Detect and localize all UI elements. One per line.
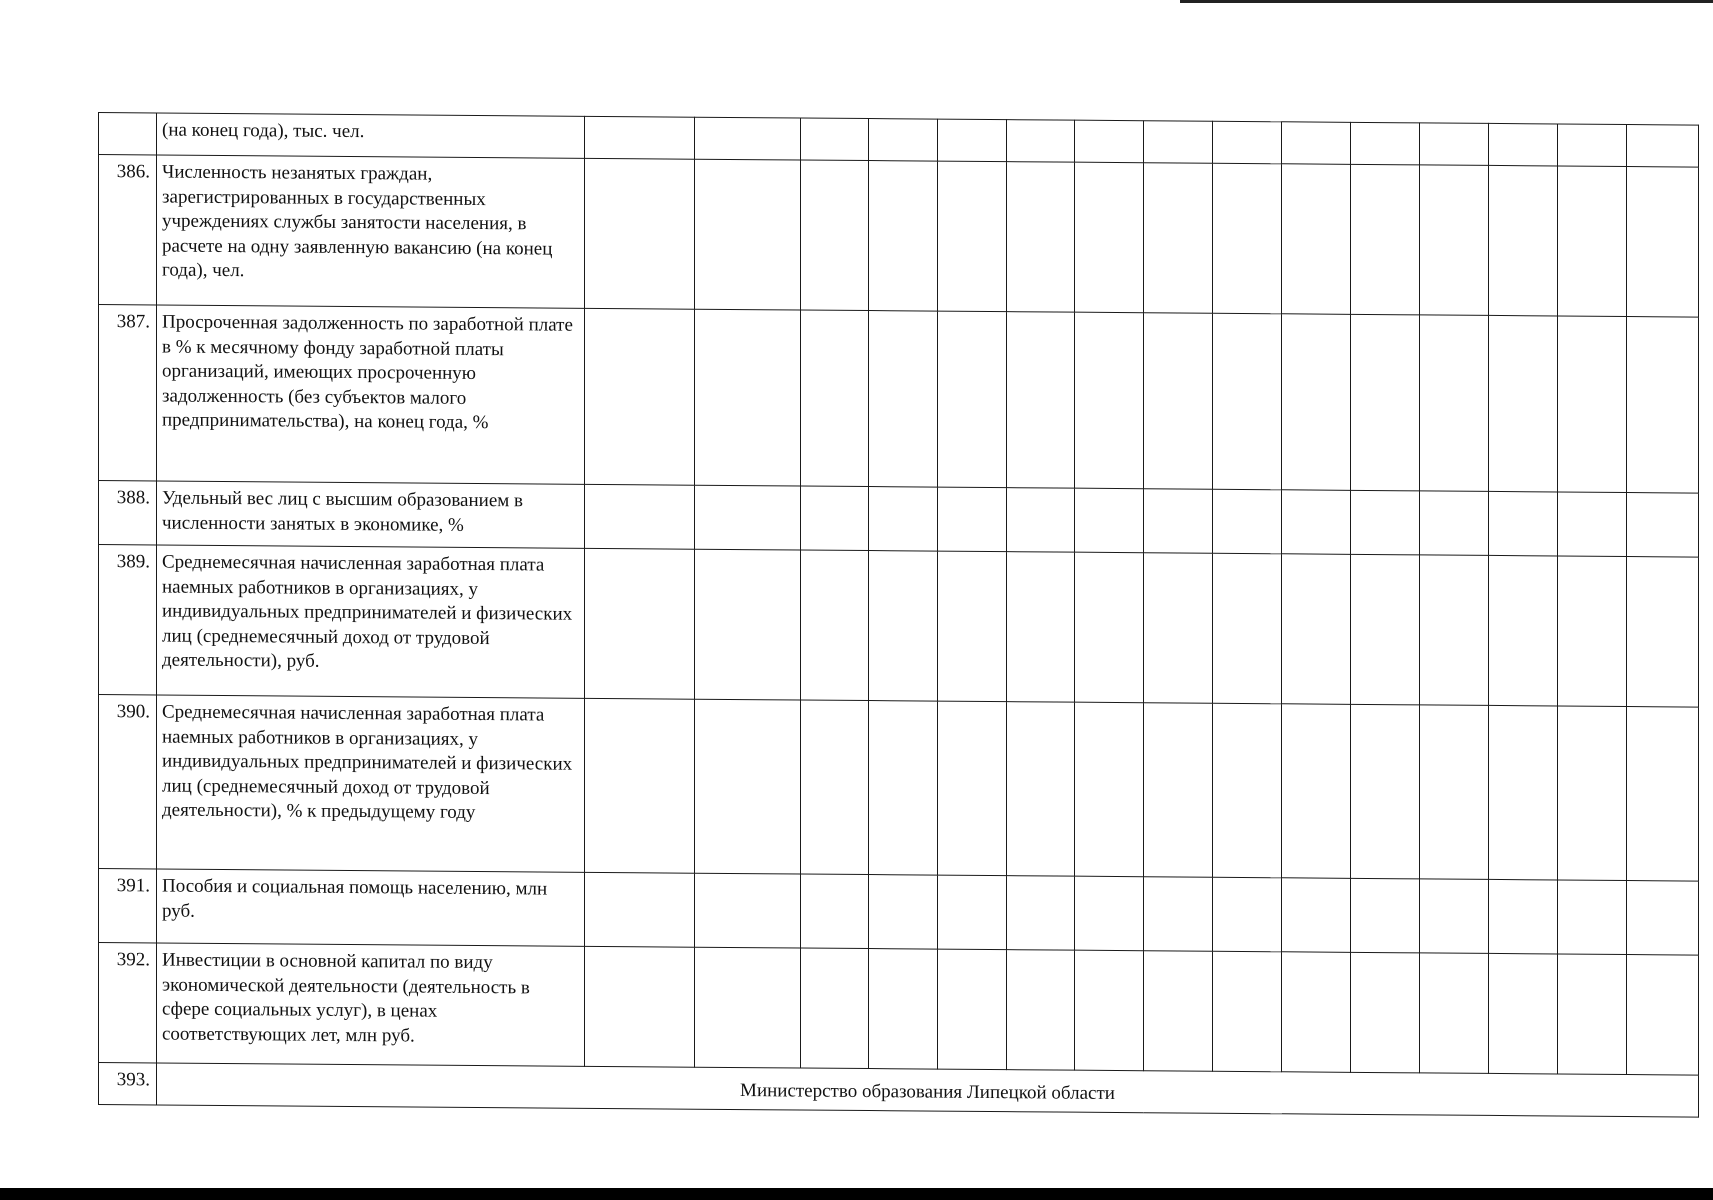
table-row	[99, 943, 1699, 1076]
value-cell	[1144, 489, 1213, 554]
value-cell	[1627, 557, 1699, 708]
row-number: 387.	[99, 305, 157, 481]
value-cell	[869, 551, 938, 702]
value-cell	[1075, 950, 1144, 1071]
value-cell	[1282, 490, 1351, 555]
value-cell	[1627, 493, 1699, 558]
value-cell	[938, 551, 1007, 702]
row-description: Среднемесячная начисленная заработная плата наемных работников в организациях, у индивидуальных предпринимателей и физических лиц (среднемесячный доход от трудовой деятельности), % к предыдущему году	[157, 695, 585, 872]
value-cell	[1282, 878, 1351, 953]
value-cell	[1075, 702, 1144, 877]
value-cell	[1420, 953, 1489, 1074]
value-cell	[1420, 555, 1489, 706]
value-cell	[1144, 313, 1213, 490]
value-cell	[1144, 877, 1213, 952]
value-cell	[585, 484, 695, 549]
value-cell	[1213, 703, 1282, 878]
value-cell	[1282, 314, 1351, 491]
value-cell	[1489, 123, 1558, 166]
value-cell	[1213, 553, 1282, 704]
value-cell	[1213, 121, 1282, 164]
value-cell	[1282, 164, 1351, 315]
value-cell	[1075, 162, 1144, 313]
value-cell	[1007, 950, 1075, 1071]
value-cell	[585, 548, 695, 699]
indicator-table	[98, 112, 1699, 1118]
value-cell	[1075, 488, 1144, 553]
row-description: Инвестиции в основной капитал по виду экономической деятельности (деятельность в сфере социальных услуг), в ценах соответствующих лет, млн руб.	[157, 943, 585, 1066]
value-cell	[1007, 488, 1075, 553]
value-cell	[1007, 120, 1075, 163]
value-cell	[1489, 165, 1558, 316]
row-description: Просроченная задолженность по заработной плате в % к месячному фонду заработной платы организаций, имеющих просроченную задолженность (без субъектов малого предпринимательства), на конец года, %	[157, 305, 585, 484]
row-number: 386.	[99, 155, 157, 305]
value-cell	[1144, 553, 1213, 704]
value-cell	[801, 948, 869, 1069]
value-cell	[1213, 877, 1282, 952]
value-cell	[585, 116, 695, 159]
value-cell	[695, 117, 801, 160]
table-row	[99, 545, 1699, 708]
value-cell	[1558, 880, 1627, 955]
table-row	[99, 695, 1699, 882]
value-cell	[695, 549, 801, 700]
value-cell	[869, 875, 938, 950]
value-cell	[869, 311, 938, 488]
value-cell	[1007, 162, 1075, 313]
row-number: 391.	[99, 869, 157, 943]
scan-edge-bottom	[0, 1188, 1713, 1200]
value-cell	[1213, 163, 1282, 314]
value-cell	[1351, 314, 1420, 491]
value-cell	[1351, 490, 1420, 555]
value-cell	[801, 874, 869, 949]
value-cell	[695, 159, 801, 310]
value-cell	[1351, 554, 1420, 705]
value-cell	[1420, 123, 1489, 166]
value-cell	[801, 160, 869, 311]
row-number: 392.	[99, 943, 157, 1063]
value-cell	[1420, 705, 1489, 880]
value-cell	[938, 311, 1007, 488]
value-cell	[1007, 552, 1075, 703]
value-cell	[1420, 491, 1489, 556]
value-cell	[1558, 706, 1627, 881]
value-cell	[869, 161, 938, 312]
row-description: Удельный вес лиц с высшим образованием в численности занятых в экономике, %	[157, 481, 585, 548]
row-description: Пособия и социальная помощь населению, млн руб.	[157, 869, 585, 946]
table-row	[99, 305, 1699, 494]
value-cell	[1489, 953, 1558, 1074]
value-cell	[1558, 556, 1627, 707]
value-cell	[1627, 707, 1699, 882]
value-cell	[1627, 167, 1699, 318]
value-cell	[695, 309, 801, 486]
value-cell	[869, 949, 938, 1070]
value-cell	[1144, 703, 1213, 878]
value-cell	[1351, 164, 1420, 315]
value-cell	[1282, 704, 1351, 879]
value-cell	[801, 486, 869, 551]
value-cell	[1144, 121, 1213, 164]
value-cell	[1213, 313, 1282, 490]
table-body	[99, 113, 1699, 1118]
value-cell	[1627, 317, 1699, 494]
value-cell	[1075, 876, 1144, 951]
value-cell	[1007, 876, 1075, 951]
value-cell	[1420, 315, 1489, 492]
value-cell	[869, 487, 938, 552]
value-cell	[938, 161, 1007, 312]
value-cell	[1558, 316, 1627, 493]
indicator-table-sheet	[98, 112, 1648, 1117]
value-cell	[1213, 489, 1282, 554]
value-cell	[1558, 166, 1627, 317]
value-cell	[1075, 552, 1144, 703]
value-cell	[1282, 554, 1351, 705]
value-cell	[1489, 491, 1558, 556]
value-cell	[869, 701, 938, 876]
value-cell	[585, 946, 695, 1067]
row-number: 388.	[99, 481, 157, 545]
value-cell	[585, 872, 695, 947]
value-cell	[1489, 315, 1558, 492]
value-cell	[1627, 881, 1699, 956]
value-cell	[1627, 125, 1699, 168]
value-cell	[1489, 555, 1558, 706]
value-cell	[1558, 124, 1627, 167]
value-cell	[1489, 705, 1558, 880]
value-cell	[869, 119, 938, 162]
value-cell	[585, 698, 695, 873]
value-cell	[1282, 122, 1351, 165]
value-cell	[585, 308, 695, 485]
value-cell	[801, 310, 869, 487]
value-cell	[1351, 952, 1420, 1073]
row-number: 390.	[99, 695, 157, 869]
value-cell	[938, 701, 1007, 876]
row-number: 393.	[99, 1063, 157, 1105]
value-cell	[1420, 165, 1489, 316]
row-description: Среднемесячная начисленная заработная плата наемных работников в организациях, у индивидуальных предпринимателей и физических лиц (среднемесячный доход от трудовой деятельности), руб.	[157, 545, 585, 698]
value-cell	[1007, 312, 1075, 489]
value-cell	[1351, 878, 1420, 953]
value-cell	[695, 699, 801, 874]
value-cell	[695, 873, 801, 948]
value-cell	[1282, 952, 1351, 1073]
value-cell	[1351, 704, 1420, 879]
value-cell	[1627, 955, 1699, 1076]
table-row	[99, 155, 1699, 318]
value-cell	[801, 550, 869, 701]
value-cell	[695, 947, 801, 1068]
value-cell	[1007, 702, 1075, 877]
value-cell	[1351, 122, 1420, 165]
row-number	[99, 113, 157, 155]
value-cell	[801, 700, 869, 875]
value-cell	[1489, 879, 1558, 954]
value-cell	[938, 119, 1007, 162]
value-cell	[695, 485, 801, 550]
value-cell	[938, 949, 1007, 1070]
value-cell	[801, 118, 869, 161]
value-cell	[938, 875, 1007, 950]
row-description: Численность незанятых граждан, зарегистрированных в государственных учреждениях службы занятости населения, в расчете на одну заявленную вакансию (на конец года), чел.	[157, 155, 585, 308]
value-cell	[1075, 312, 1144, 489]
value-cell	[585, 158, 695, 309]
row-description: (на конец года), тыс. чел.	[157, 113, 585, 158]
value-cell	[1558, 954, 1627, 1075]
value-cell	[1144, 951, 1213, 1072]
section-title: Министерство образования Липецкой области	[157, 1063, 1699, 1117]
scan-edge-top	[1180, 0, 1713, 3]
value-cell	[938, 487, 1007, 552]
value-cell	[1420, 879, 1489, 954]
table-row	[99, 869, 1699, 956]
value-cell	[1213, 951, 1282, 1072]
value-cell	[1075, 120, 1144, 163]
value-cell	[1558, 492, 1627, 557]
value-cell	[1144, 163, 1213, 314]
row-number: 389.	[99, 545, 157, 695]
